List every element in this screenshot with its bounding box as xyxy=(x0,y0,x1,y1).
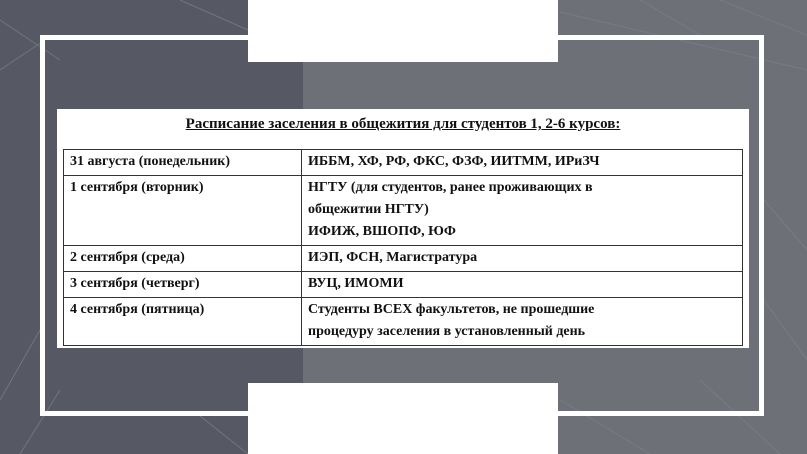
table-row xyxy=(64,246,743,272)
faculty-line: процедуру заселения в установленный день xyxy=(308,324,586,339)
faculty-cell xyxy=(302,298,743,346)
faculty-line: общежитии НГТУ) xyxy=(308,202,429,217)
table-row xyxy=(64,150,743,176)
faculty-cell xyxy=(302,272,743,298)
faculty-line: Студенты ВСЕХ факультетов, не прошедшие xyxy=(308,302,595,317)
faculty-cell xyxy=(302,246,743,272)
date-cell: 3 сентября (четверг) xyxy=(64,272,302,298)
schedule-document xyxy=(57,109,749,348)
date-cell: 2 сентября (среда) xyxy=(64,246,302,272)
date-cell: 31 августа (понедельник) xyxy=(64,150,302,176)
table-row xyxy=(64,176,743,246)
schedule-table xyxy=(63,149,743,346)
faculty-line: ИФИЖ, ВШОПФ, ЮФ xyxy=(308,224,456,239)
table-row xyxy=(64,298,743,346)
schedule-title: Расписание заселения в общежития для студентов 1, 2-6 курсов: xyxy=(185,116,621,132)
table-row xyxy=(64,272,743,298)
faculty-line: НГТУ (для студентов, ранее проживающих в xyxy=(308,180,593,195)
faculty-cell xyxy=(302,176,743,246)
date-cell: 1 сентября (вторник) xyxy=(64,176,302,246)
date-cell: 4 сентября (пятница) xyxy=(64,298,302,346)
faculty-line: ИЭП, ФСН, Магистратура xyxy=(308,250,478,265)
faculty-line: ВУЦ, ИМОМИ xyxy=(308,276,404,291)
faculty-line: ИББМ, ХФ, РФ, ФКС, ФЗФ, ИИТММ, ИРиЗЧ xyxy=(308,154,600,169)
faculty-cell xyxy=(302,150,743,176)
